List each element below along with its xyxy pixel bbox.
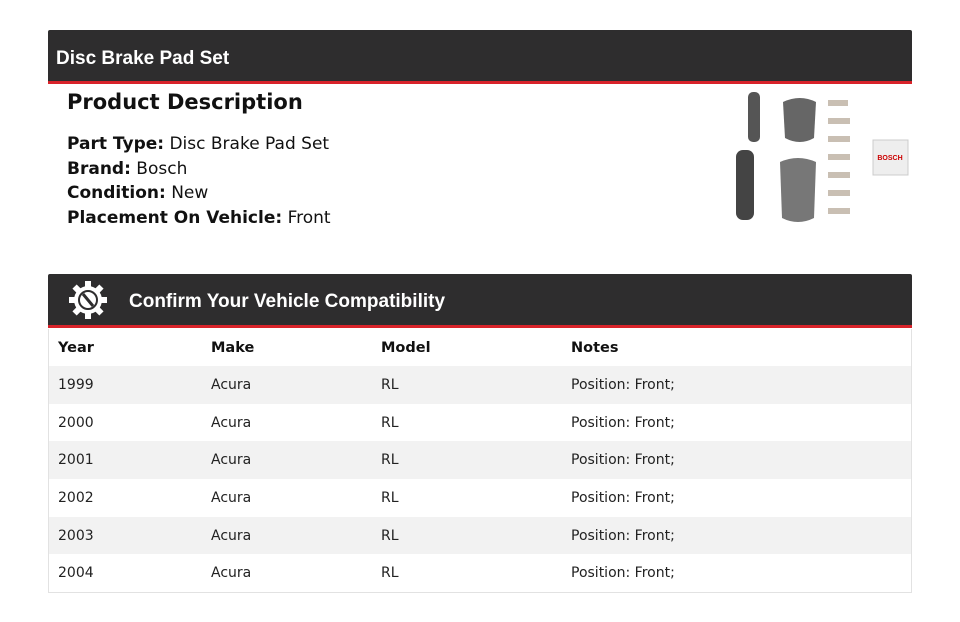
cell-year: 2000 (58, 414, 94, 431)
table-row (49, 554, 912, 592)
cell-year: 2003 (58, 527, 94, 544)
cell-model: RL (381, 452, 399, 469)
cell-notes: Position: Front; (571, 527, 675, 544)
cell-model: RL (381, 414, 399, 431)
col-make: Make (211, 339, 255, 356)
table-row (49, 479, 912, 517)
table-row (49, 404, 912, 442)
gear-wrench-icon (68, 280, 108, 320)
product-image (728, 90, 913, 230)
col-year: Year (58, 339, 94, 356)
cell-make: Acura (211, 489, 252, 506)
cell-notes: Position: Front; (571, 414, 675, 431)
compatibility-bar (48, 274, 912, 328)
cell-make: Acura (211, 452, 252, 469)
col-model: Model (381, 339, 431, 356)
cell-make: Acura (211, 376, 252, 393)
field-condition: Condition: New (67, 183, 209, 203)
cell-year: 2004 (58, 565, 94, 582)
table-row (49, 366, 912, 404)
description-heading: Product Description (67, 90, 303, 114)
compatibility-table (48, 329, 912, 593)
product-description (67, 90, 331, 230)
cell-notes: Position: Front; (571, 489, 675, 506)
field-brand: Brand: Bosch (67, 158, 188, 179)
cell-model: RL (381, 527, 399, 544)
compatibility-title: Confirm Your Vehicle Compatibility (129, 291, 446, 312)
product-title: Disc Brake Pad Set (56, 48, 230, 69)
field-placement: Placement On Vehicle: Front (67, 207, 331, 228)
cell-year: 2001 (58, 452, 94, 469)
cell-year: 2002 (58, 489, 94, 506)
cell-make: Acura (211, 565, 252, 582)
cell-notes: Position: Front; (571, 376, 675, 393)
cell-notes: Position: Front; (571, 565, 675, 582)
cell-make: Acura (211, 414, 252, 431)
table-row (49, 517, 912, 555)
cell-model: RL (381, 376, 399, 393)
bosch-logo: BOSCH (877, 155, 903, 162)
product-title-bar (48, 30, 912, 84)
field-part-type: Part Type: Disc Brake Pad Set (67, 134, 330, 154)
col-notes: Notes (571, 339, 619, 356)
cell-model: RL (381, 565, 399, 582)
table-row (49, 441, 912, 479)
cell-notes: Position: Front; (571, 452, 675, 469)
cell-make: Acura (211, 527, 252, 544)
table-header-row (49, 329, 912, 366)
cell-year: 1999 (58, 376, 94, 393)
cell-model: RL (381, 489, 399, 506)
